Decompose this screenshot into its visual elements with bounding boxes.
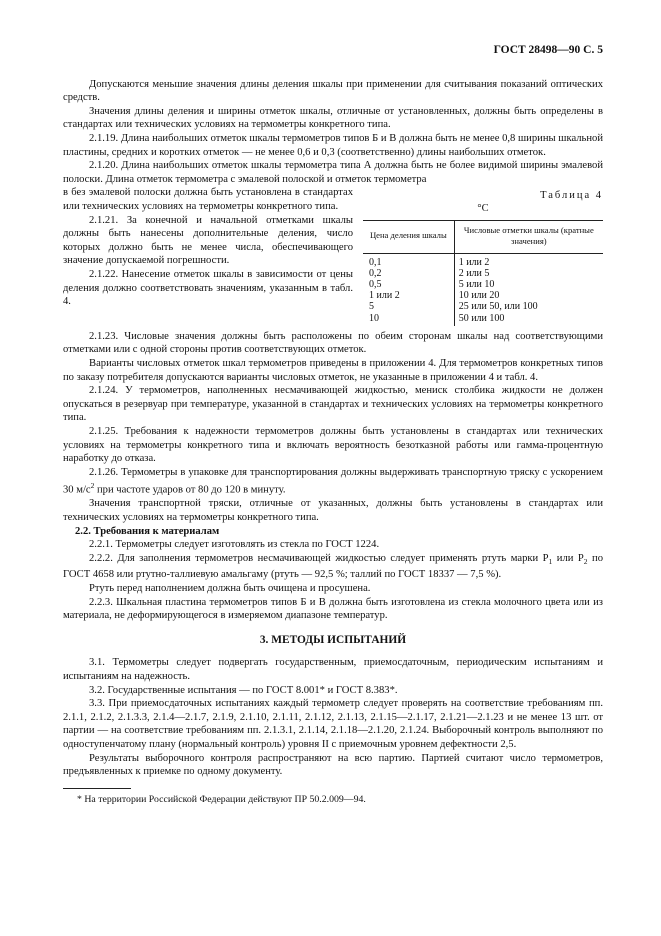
subscript: 1 (548, 556, 553, 566)
paragraph: Значения длины деления и ширины отметок шкалы, отличные от установленных, должны быть определены в стандартах или технических условиях на термометры конкретного типа. (63, 105, 603, 131)
paragraph-3-3: 3.3. При приемосдаточных испытаниях каждый термометр следует проверять на соответствие требованиям пп. 2.1.1, 2.1.2, 2.1.3.3, 2.1.4—2.1.7, 2.1.9, 2.1.10, 2.1.11, 2.1.12, 2.1.13, 2.1.15—2.1.17, 2.1.21—2.1.23 и не менее 13 шт. от партии — на соответствие требованиям пп. 2.1.3.1, 2.1.14, 2.1.18—2.1.20, 2.1.24. Выборочный контроль выполняют по одноступенчатому плану (нормальный контроль) уровня II с приемочным уровнем дефектности 2,5. (63, 698, 603, 751)
footnote-rule (63, 788, 131, 789)
text-span: 2.1.26. Термометры в упаковке для транспортирования должны выдерживать транспортную тряску с ускорением 30 м/с (63, 466, 603, 496)
text-span: 2.2.2. Для заполнения термометров несмачивающей жидкостью следует применять ртуть марки Р (89, 552, 549, 564)
table-cell: 0,1 (363, 253, 454, 268)
subscript: 2 (583, 556, 588, 566)
paragraph: Ртуть перед наполнением должна быть очищена и просушена. (89, 583, 371, 595)
scale-table (363, 220, 603, 326)
table-row (363, 290, 603, 301)
table-caption: Таблица 4 (540, 190, 603, 202)
paragraph-2-1-23: 2.1.23. Числовые значения должны быть расположены по обеим сторонам шкалы над соответствующими отметками или с одной стороны против соответствующих отметок. (63, 330, 603, 356)
table-cell: 0,5 (363, 279, 454, 290)
paragraph-3-1: 3.1. Термометры следует подвергать государственным, приемосдаточным, периодическим испытаниям и испытаниям на надежность. (63, 657, 603, 683)
paragraph-2-1-24: 2.1.24. У термометров, наполненных несмачивающей жидкостью, мениск столбика жидкости не должен опускаться в резервуар при температуре, указанной в стандартах и технических условиях на термометры конкретного типа. (63, 385, 603, 424)
paragraph: Значения транспортной тряски, отличные от указанных, должны быть установлены в стандартах или технических условиях на термометры конкретного типа. (63, 498, 603, 523)
table-row (363, 279, 603, 290)
paragraph-2-1-19: 2.1.19. Длина наибольших отметок шкалы термометров типов Б и В должна быть не менее 0,8 ширины шкальной пластины, средних и коротких отметок — не менее 0,6 и 0,3 (соответственно) длины наибольших отметок. (63, 132, 603, 158)
paragraph-2-1-26 (63, 466, 603, 498)
table-row (363, 253, 603, 268)
paragraph-2-1-20-part2: в без эмалевой полоски должна быть установлена в стандартах или технических условиях на термометры конкретного типа. (63, 187, 353, 212)
table-cell: 10 (363, 313, 454, 326)
section-heading: 3. МЕТОДЫ ИСПЫТАНИЙ (259, 633, 407, 646)
table-cell: 10 или 20 (458, 290, 500, 302)
table-cell: 50 или 100 (458, 312, 505, 324)
table-row (363, 301, 603, 312)
paragraph-2-1-21: 2.1.21. За конечной и начальной отметками шкалы должны быть нанесены дополнительные деления, число которых должно быть не менее числа, обеспечивающего значение допускаемой погрешности. (63, 214, 353, 267)
paragraph-2-1-20-part1: 2.1.20. Длина наибольших отметок шкалы термометра типа А должна быть не более видимой ширины эмалевой полоски. Длина отметок термометра с эмалевой полоской и отметок термометра (63, 160, 603, 185)
paragraph-2-2-2 (63, 552, 603, 582)
paragraph-3-2: 3.2. Государственные испытания — по ГОСТ 8.001* и ГОСТ 8.383*. (89, 684, 398, 696)
table-cell: 2 или 5 (458, 267, 490, 279)
table-row (363, 313, 603, 326)
paragraph: Результаты выборочного контроля распространяют на всю партию. Партией считают число термометров, предъявленных к приемке по одному документу. (63, 752, 603, 778)
table-row (363, 268, 603, 279)
paragraph-2-2-1: 2.2.1. Термометры следует изготовлять из стекла по ГОСТ 1224. (89, 539, 380, 551)
table-header-division: Цена деления шкалы (363, 220, 454, 253)
table-cell: 0,2 (363, 268, 454, 279)
footnote: * На территории Российской Федерации действуют ПР 50.2.009—94. (77, 793, 366, 805)
superscript: 2 (90, 481, 95, 491)
table-cell: 1 или 2 (363, 290, 454, 301)
paragraph-2-1-22: 2.1.22. Нанесение отметок шкалы в зависимости от цены деления должно соответствовать значениям, указанным в табл. 4. (63, 268, 353, 308)
table-cell: 5 (363, 301, 454, 312)
table-header-marks: Числовые отметки шкалы (кратные значения) (454, 220, 603, 253)
document-page (63, 44, 603, 806)
page-header: ГОСТ 28498—90 С. 5 (493, 44, 603, 56)
paragraph: Варианты числовых отметок шкал термометров приведены в приложении 4. Для термометров конкретных типов по заказу потребителя допускаются варианты числовых отметок, не указанные в приложении 4 и табл. 4. (63, 357, 603, 383)
table-4 (363, 190, 603, 325)
text-span: по ГОСТ 4658 или ртутно-таллиевую амальгаму (ртуть — 92,5 %; таллий по ГОСТ 18337 — 7,5 %). (63, 552, 603, 581)
table-cell: 25 или 50, или 100 (458, 301, 538, 313)
text-span: при частоте ударов от 80 до 120 в минуту. (94, 484, 286, 496)
table-wrap-block (63, 159, 603, 330)
table-cell: 1 или 2 (458, 256, 490, 268)
paragraph-2-2-3: 2.2.3. Шкальная пластина термометров типов Б и В должна быть изготовлена из стекла молочного цвета или из материала, не деформирующегося в измеряемом диапазоне температур. (63, 596, 603, 622)
subsection-heading: 2.2. Требования к материалам (75, 525, 220, 537)
paragraph: Допускаются меньшие значения длины деления шкалы при применении для считывания показаний оптических средств. (63, 78, 603, 104)
text-span: или Р (552, 552, 584, 564)
table-unit: °С (477, 202, 489, 214)
paragraph-2-1-25: 2.1.25. Требования к надежности термометров должны быть установлены в стандартах или технических условиях на термометры конкретного типа и включать вероятность безотказной работы или гамма-процентную наработку до отказа. (63, 425, 603, 465)
table-cell: 5 или 10 (458, 278, 495, 290)
